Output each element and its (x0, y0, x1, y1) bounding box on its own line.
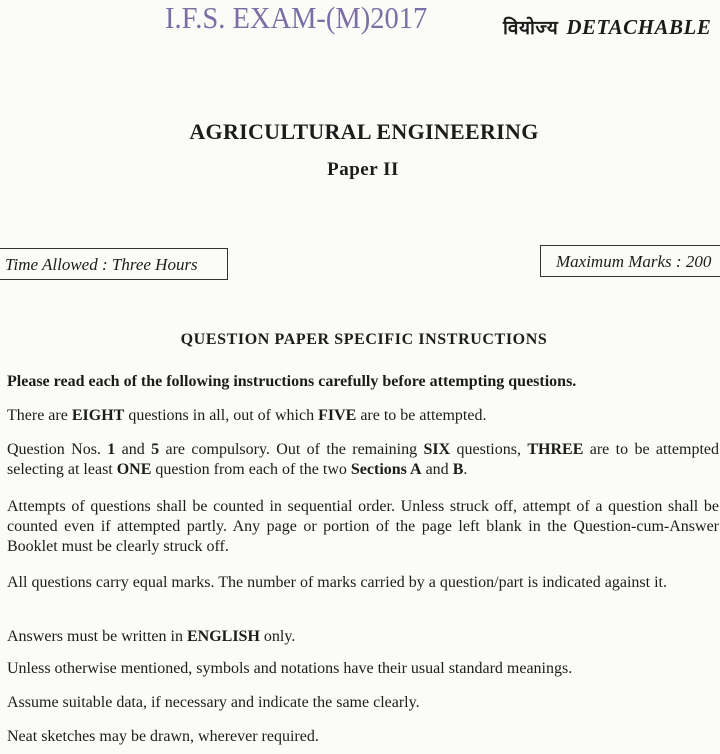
instruction-assume-data: Assume suitable data, if necessary and indicate the same clearly. (7, 694, 420, 711)
instruction-question-count: There are EIGHT questions in all, out of which FIVE are to be attempted. (7, 407, 487, 424)
instruction-sketches: Neat sketches may be drawn, wherever required. (7, 728, 319, 745)
instruction-sequential-order: Attempts of questions shall be counted in sequential order. Unless struck off, attempt of a question shall be counted even if attempted partly. Any page or portion of the page left blank in the Question-cum-Answer Booklet must be clearly struck off. (7, 498, 719, 555)
instruction-symbols: Unless otherwise mentioned, symbols and notations have their usual standard meanings. (7, 660, 573, 677)
instruction-language: Answers must be written in ENGLISH only. (7, 628, 296, 645)
detachable-english: DETACHABLE (566, 15, 712, 39)
instruction-compulsory: Question Nos. 1 and 5 are compulsory. Out of the remaining SIX questions, THREE are to be attempted selecting at least ONE question from each of the two Sections A and B. (7, 441, 720, 478)
maximum-marks-box: Maximum Marks : 200 (540, 245, 720, 277)
detachable-hindi: वियोज्य (503, 17, 559, 39)
instructions-lead: Please read each of the following instructions carefully before attempting questions. (7, 373, 577, 390)
instructions-heading: QUESTION PAPER SPECIFIC INSTRUCTIONS (180, 331, 548, 348)
instruction-equal-marks: All questions carry equal marks. The number of marks carried by a question/part is indicated against it. (7, 574, 667, 591)
exam-stamp: I.F.S. EXAM-(M)2017 (165, 0, 428, 35)
paper-title: AGRICULTURAL ENGINEERING (189, 119, 539, 144)
detachable-label (503, 14, 711, 40)
time-allowed-box: Time Allowed : Three Hours (0, 248, 228, 280)
paper-subtitle: Paper II (327, 159, 399, 180)
